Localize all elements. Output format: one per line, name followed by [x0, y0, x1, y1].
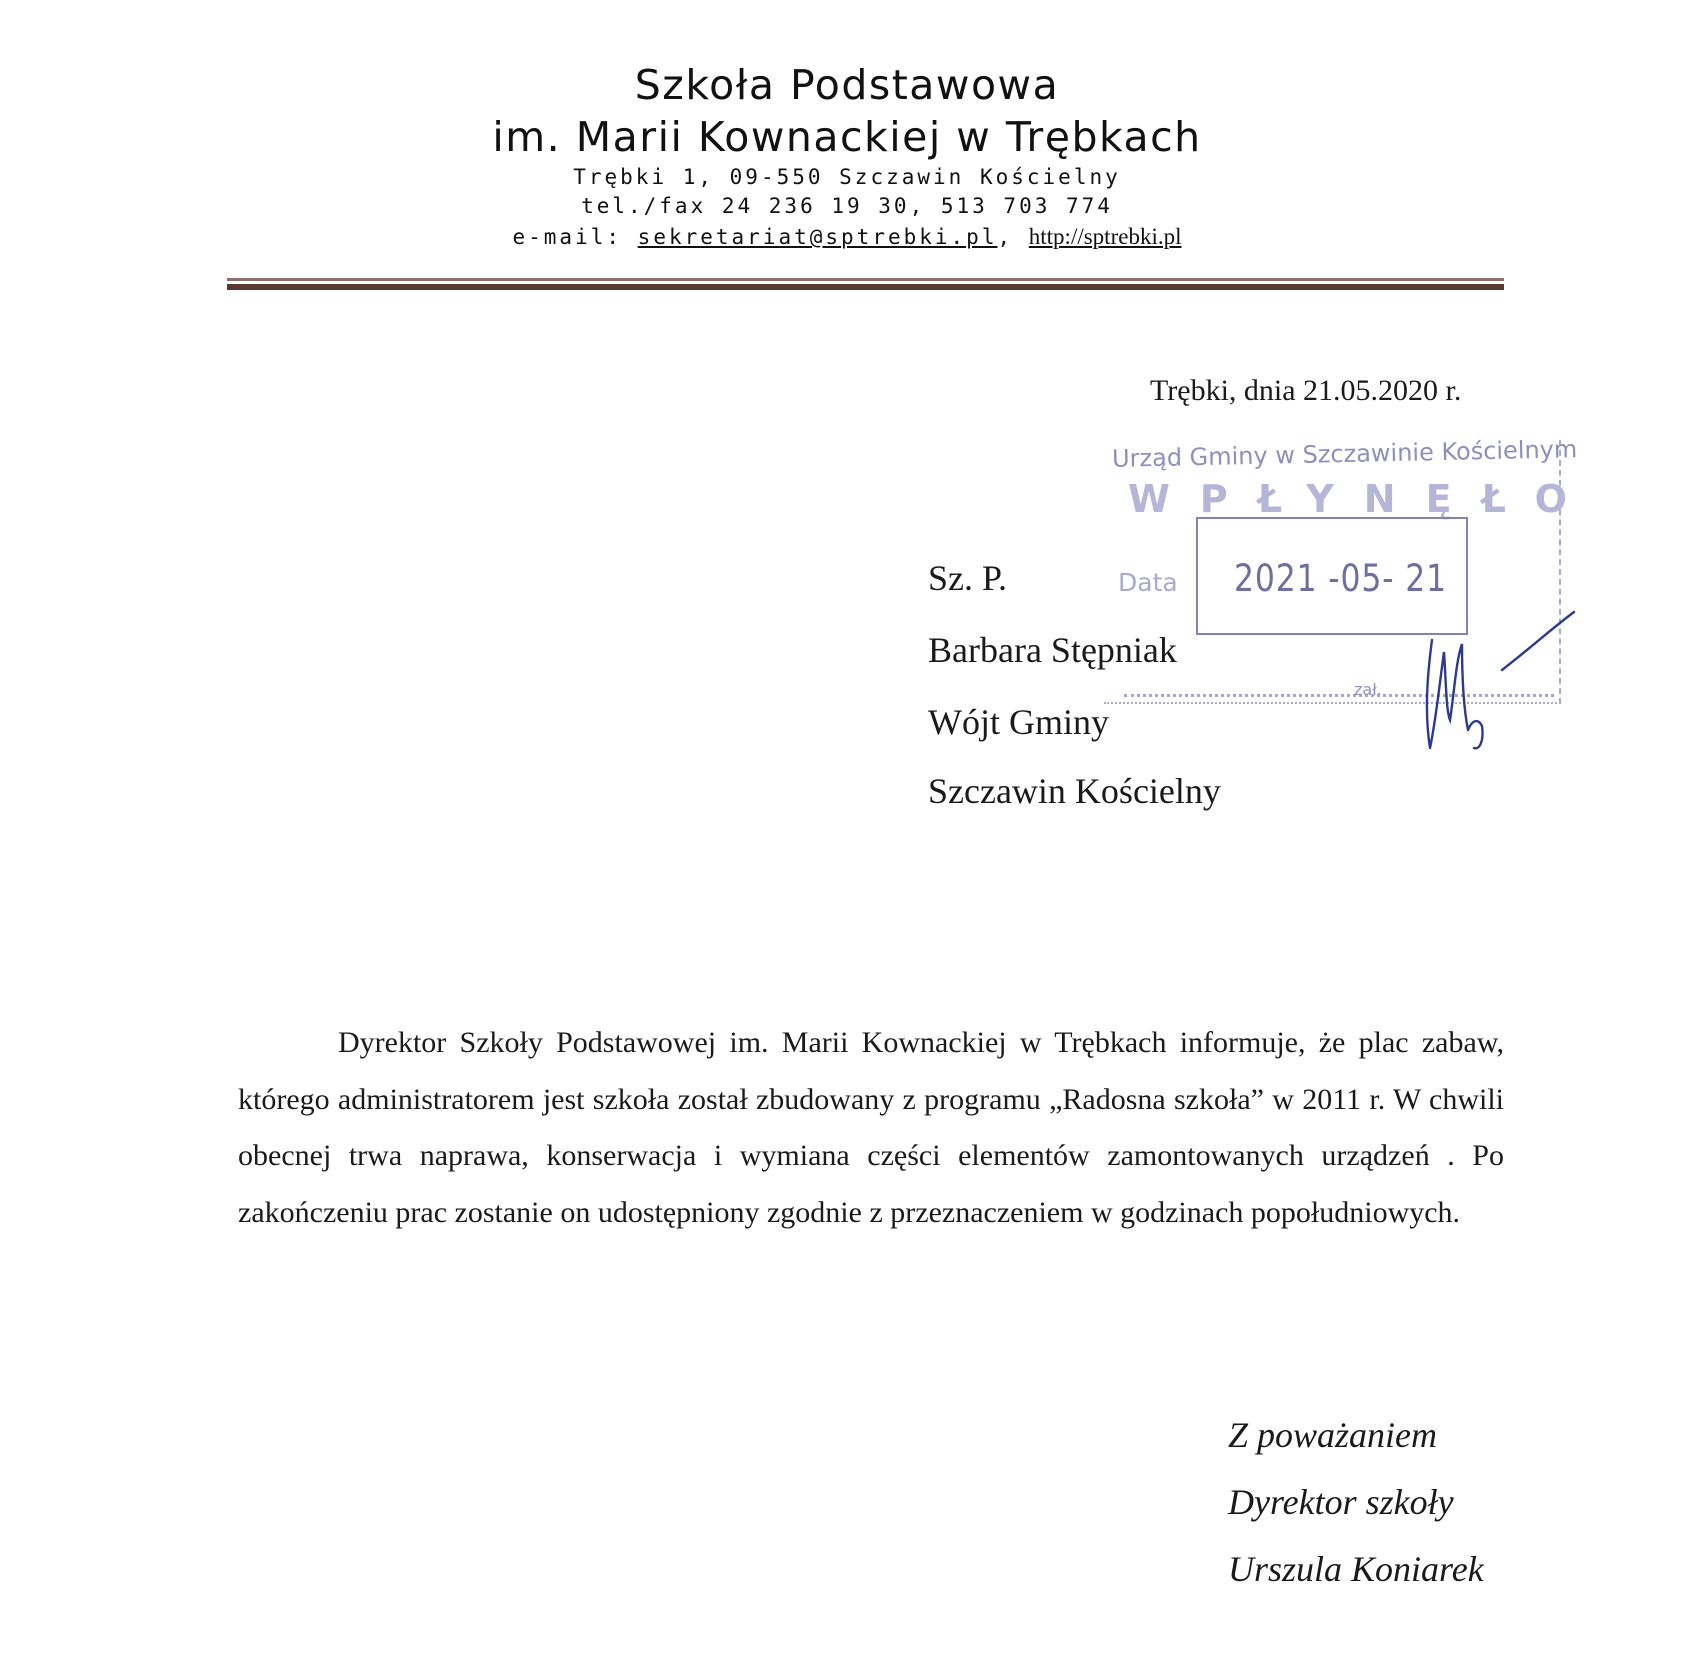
handwritten-signature	[1410, 600, 1590, 760]
signer-title: Dyrektor szkoły	[1228, 1482, 1454, 1522]
school-name-line1: Szkoła Podstawowa	[634, 61, 1060, 109]
stamp-office-name: Urząd Gminy w Szczawinie Kościelnym	[1111, 435, 1578, 473]
contact-separator: ,	[997, 225, 1014, 249]
recipient-salutation: Sz. P.	[928, 558, 1008, 598]
stamp-attachments-label: zał.	[1354, 680, 1382, 699]
recipient-place: Szczawin Kościelny	[928, 771, 1221, 811]
email-label: e-mail:	[512, 225, 623, 249]
school-phone: tel./fax 24 236 19 30, 513 703 774	[581, 194, 1113, 218]
stamp-date: 2021 -05- 21	[1234, 557, 1447, 600]
place-and-date: Trębki, dnia 21.05.2020 r.	[1150, 374, 1462, 407]
email-link[interactable]: sekretariat@sptrebki.pl	[637, 225, 998, 249]
letterhead-rule-thin	[227, 278, 1504, 281]
signer-name: Urszula Koniarek	[1228, 1549, 1484, 1589]
stamp-received-text: WPŁYNĘŁO	[1128, 477, 1597, 521]
stamp-date-label: Data	[1118, 568, 1178, 597]
recipient-title: Wójt Gminy	[928, 702, 1109, 742]
closing-greeting: Z poważaniem	[1228, 1415, 1438, 1455]
website-link[interactable]: http://sptrebki.pl	[1028, 224, 1182, 249]
school-contact	[0, 224, 1694, 250]
school-name-line2: im. Marii Kownackiej w Trębkach	[492, 113, 1202, 161]
school-address: Trębki 1, 09-550 Szczawin Kościelny	[573, 165, 1121, 189]
letterhead-rule-thick	[227, 284, 1504, 290]
letter-body: Dyrektor Szkoły Podstawowej im. Marii Kownackiej w Trębkach informuje, że plac zabaw, którego administratorem jest szkoła został zbudowany z programu „Radosna szkoła” w 2011 r. W chwili obecnej trwa naprawa, konserwacja i wymiana części elementów zamontowanych urządzeń . Po zakończeniu prac zostanie on udostępniony zgodnie z przeznaczeniem w godzinach popołudniowych.	[238, 1026, 1504, 1229]
recipient-name: Barbara Stępniak	[928, 630, 1177, 670]
